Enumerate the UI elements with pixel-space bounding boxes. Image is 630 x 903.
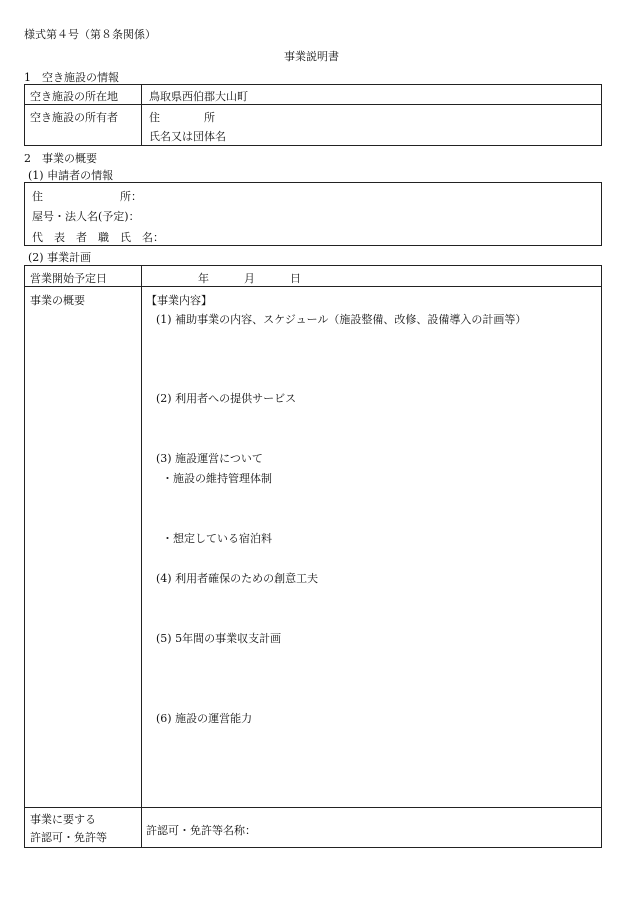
permits-value: 許認可・免許等名称： <box>146 824 256 837</box>
plan-heading: (2) 事業計画 <box>28 251 92 264</box>
document-title: 事業説明書 <box>284 50 339 63</box>
start-date-month: 月 <box>244 272 255 285</box>
location-value: 鳥取県西伯郡大山町 <box>149 90 248 103</box>
item-3-sub-2: ・想定している宿泊料 <box>162 532 272 545</box>
applicant-rep-label: 代 表 者 職 氏 名： <box>32 231 164 244</box>
start-date-label: 営業開始予定日 <box>30 272 107 285</box>
form-number: 様式第４号（第８条関係） <box>24 28 156 41</box>
section1-heading: 1 空き施設の情報 <box>24 71 119 84</box>
permits-label-line2: 許認可・免許等 <box>30 831 107 844</box>
item-3-sub-1: ・施設の維持管理体制 <box>162 472 272 485</box>
item-1: (1) 補助事業の内容、スケジュール（施設整備、改修、設備導入の計画等） <box>156 313 527 326</box>
applicant-heading: (1) 申請者の情報 <box>28 169 114 182</box>
content-heading: 【事業内容】 <box>146 294 212 307</box>
owner-name-label: 氏名又は団体名 <box>149 130 226 143</box>
item-3: (3) 施設運営について <box>156 452 263 465</box>
item-6: (6) 施設の運営能力 <box>156 712 253 725</box>
applicant-name-label: 屋号・法人名(予定)： <box>32 210 140 223</box>
applicant-address-label: 住 所： <box>32 190 142 203</box>
overview-label: 事業の概要 <box>30 294 85 307</box>
permits-label-line1: 事業に要する <box>30 813 96 826</box>
item-4: (4) 利用者確保のための創意工夫 <box>156 572 319 585</box>
item-5: (5) 5年間の事業収支計画 <box>156 632 282 645</box>
location-label: 空き施設の所在地 <box>30 90 118 103</box>
start-date-year: 年 <box>198 272 209 285</box>
owner-label: 空き施設の所有者 <box>30 111 118 124</box>
section2-heading: 2 事業の概要 <box>24 152 97 165</box>
owner-address-label: 住 所 <box>149 111 215 124</box>
start-date-day: 日 <box>290 272 301 285</box>
item-2: (2) 利用者への提供サービス <box>156 392 297 405</box>
